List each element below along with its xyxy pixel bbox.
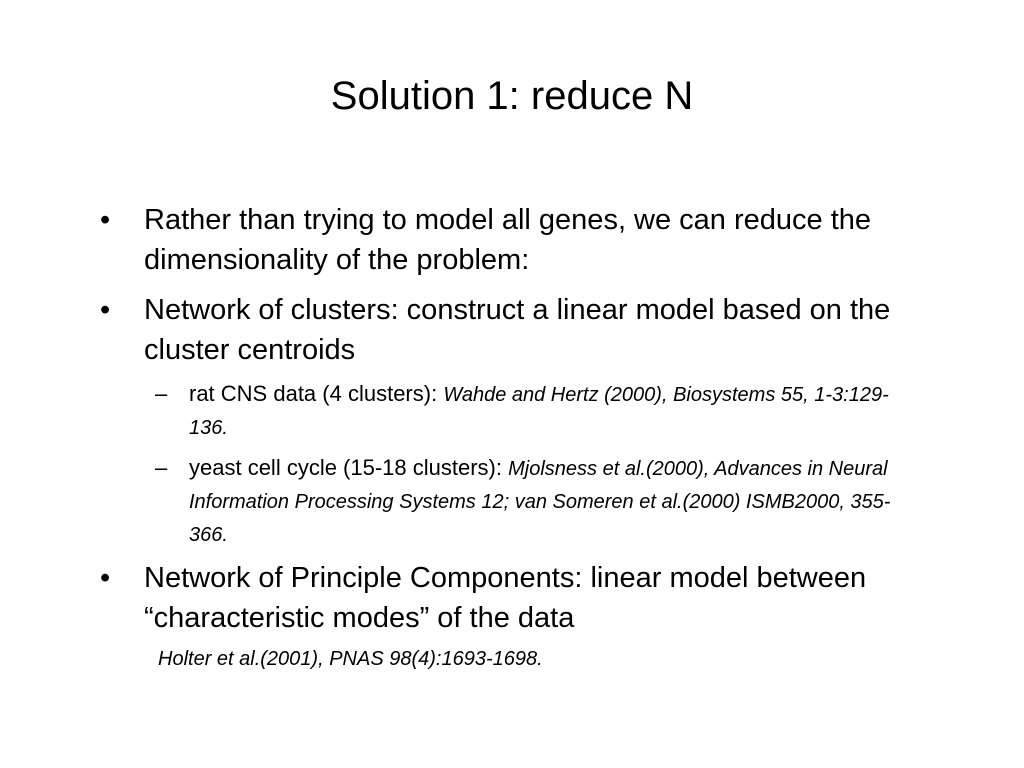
slide-title: Solution 1: reduce N bbox=[330, 74, 694, 118]
subbullet-content bbox=[189, 378, 915, 444]
citation: Mjolsness et al.(2000), Advances in Neural Information Processing Systems 12; van Someren et al.(2000) ISMB2000, 355-366. bbox=[189, 458, 891, 546]
bullet-dot: • bbox=[100, 294, 111, 326]
subbullet-item bbox=[155, 452, 915, 551]
subbullet-dash: – bbox=[155, 455, 168, 480]
bullet-item bbox=[100, 200, 960, 280]
reference-citation: Holter et al.(2001), PNAS 98(4):1693-1698. bbox=[158, 648, 543, 670]
bullet-dot: • bbox=[100, 204, 111, 236]
bullet-item bbox=[100, 290, 960, 370]
bullet-text: Rather than trying to model all genes, we can reduce the dimensionality of the problem: bbox=[144, 204, 872, 276]
subbullet-text: yeast cell cycle (15-18 clusters): bbox=[189, 455, 509, 480]
bullet-text: Network of Principle Components: linear model between “characteristic modes” of the data bbox=[144, 562, 867, 634]
subbullet-text: rat CNS data (4 clusters): bbox=[189, 381, 444, 406]
bullet-item bbox=[100, 558, 960, 638]
bullet-text: Network of clusters: construct a linear model based on the cluster centroids bbox=[144, 294, 891, 366]
citation: Wahde and Hertz (2000), Biosystems 55, 1-3:129-136. bbox=[189, 384, 889, 439]
bullet-dot: • bbox=[100, 562, 111, 594]
subbullet-dash: – bbox=[155, 381, 168, 406]
subbullet-content bbox=[189, 452, 915, 551]
subbullet-item bbox=[155, 378, 915, 444]
